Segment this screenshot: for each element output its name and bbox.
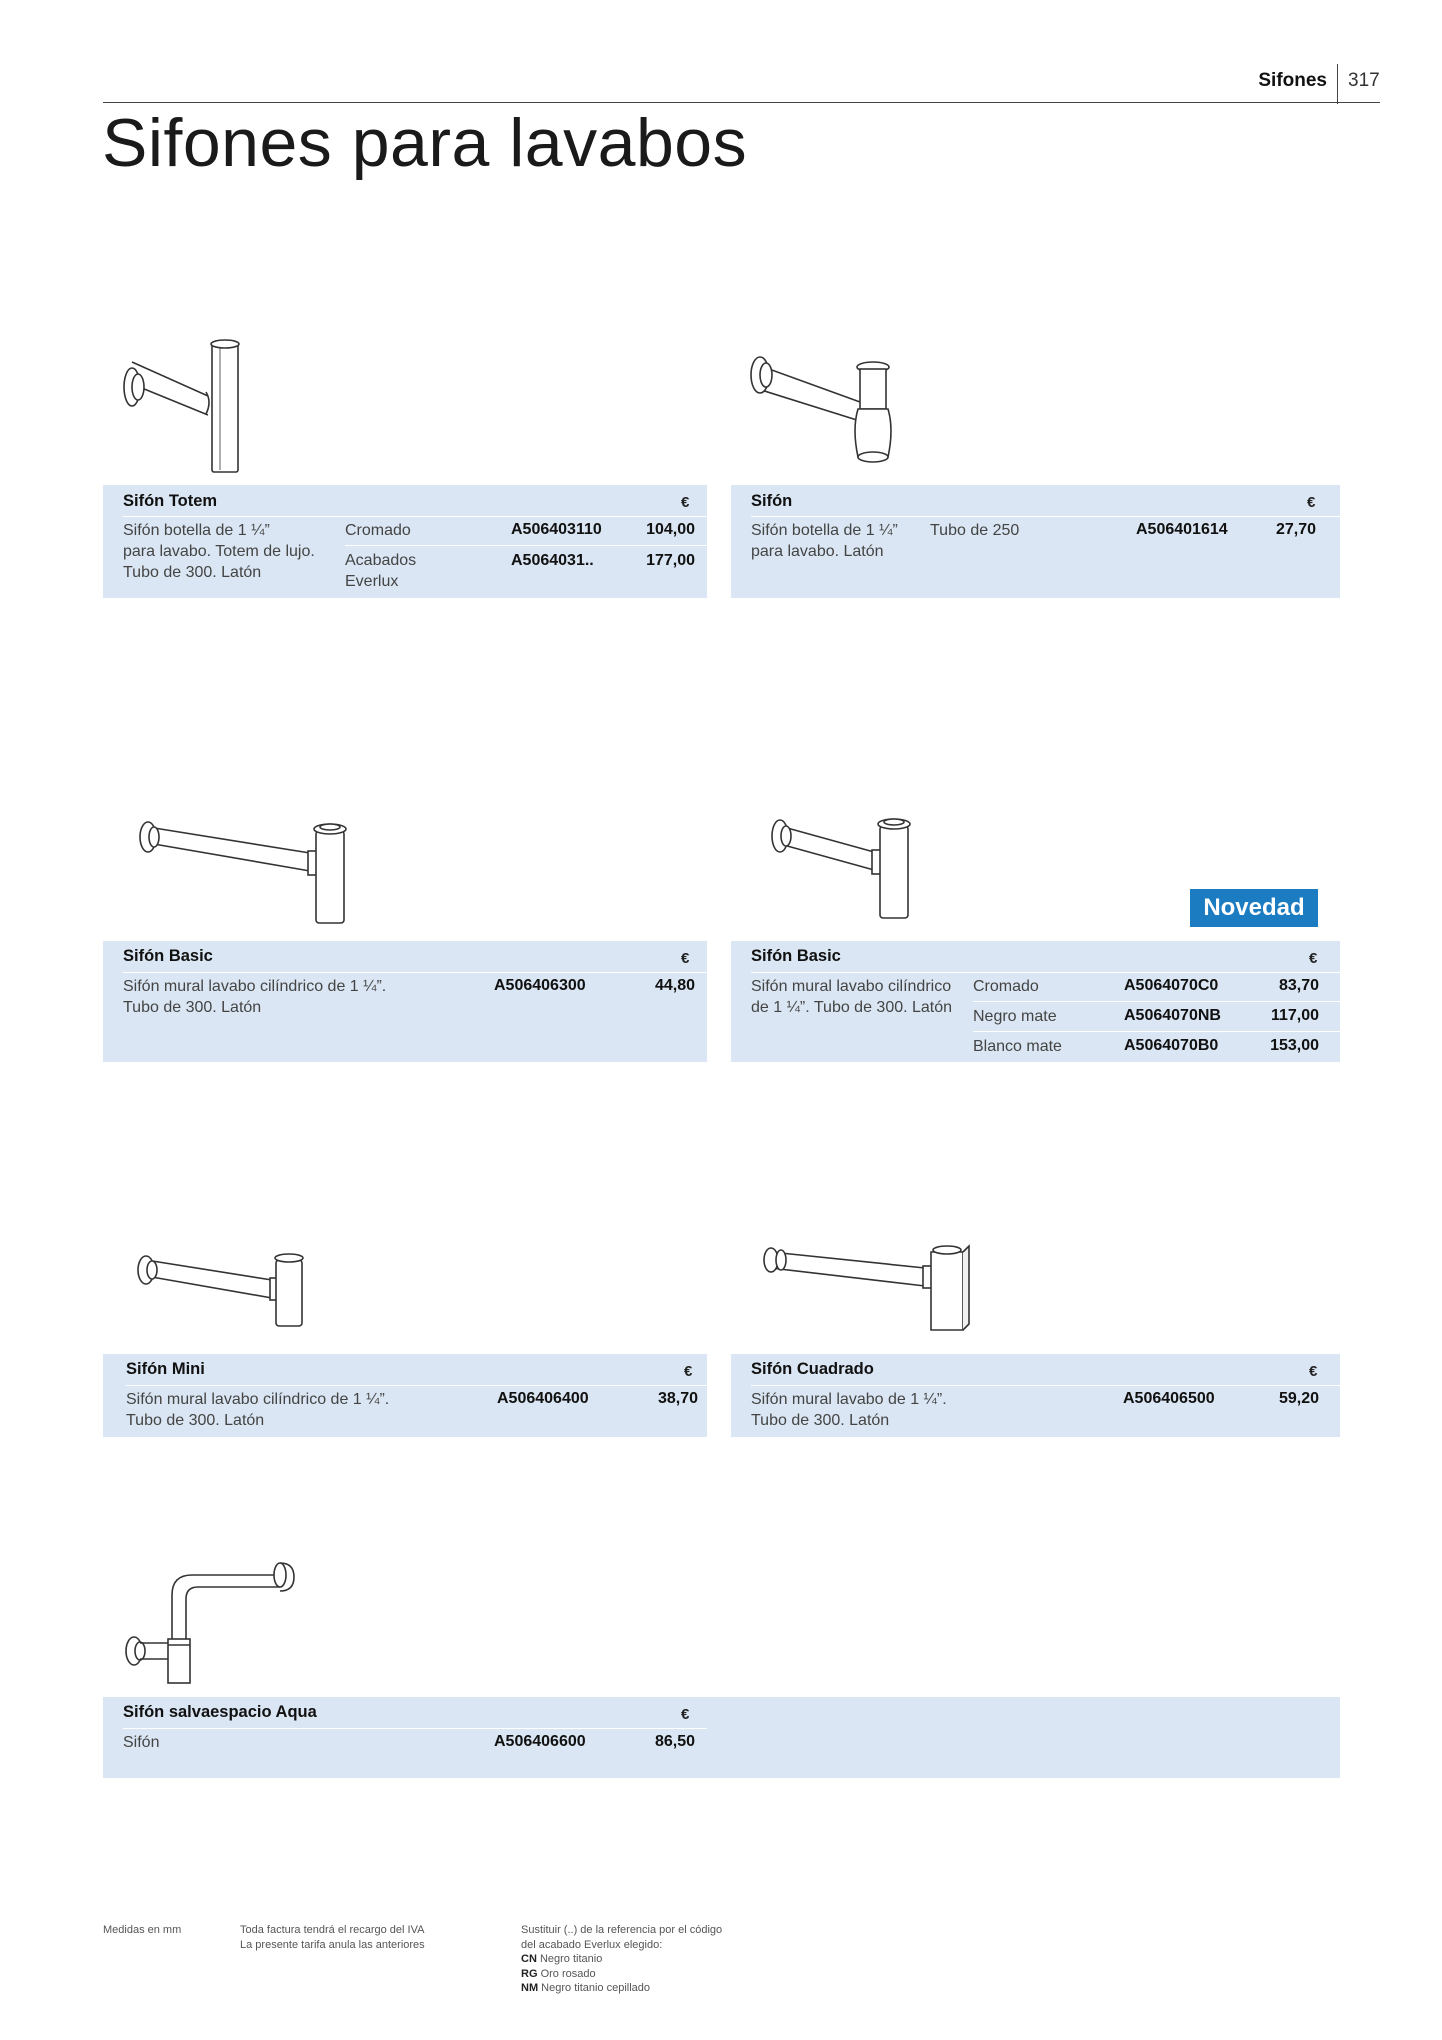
siphon-basic-new-illustration: [762, 812, 922, 922]
product-price: 44,80: [654, 977, 695, 994]
product-card-bottle: [731, 485, 1340, 598]
header-separator: [1337, 64, 1338, 104]
siphon-bottle-illustration: [748, 345, 908, 475]
divider: [973, 1031, 1340, 1032]
finish-label: Negro mate: [973, 1008, 1057, 1025]
product-card-mini: [103, 1354, 707, 1437]
product-card-square: [731, 1354, 1340, 1437]
product-code: A506406600: [494, 1733, 586, 1750]
product-title: Sifón salvaespacio Aqua: [123, 1703, 317, 1721]
product-card-basic-new: [731, 941, 1340, 1062]
divider: [123, 516, 707, 517]
divider: [123, 972, 707, 973]
footer-measures: Medidas en mm: [103, 1924, 182, 1936]
finish-label: Cromado: [973, 978, 1039, 995]
product-code: A506406300: [494, 977, 586, 994]
product-title: Sifón Cuadrado: [751, 1360, 874, 1378]
currency-label: €: [1309, 950, 1318, 967]
product-code: A5064031..: [511, 552, 594, 569]
divider: [126, 1385, 707, 1386]
siphon-aqua-illustration: [120, 1555, 310, 1685]
product-description: Sifón: [123, 1734, 160, 1751]
section-label: Sifones: [1258, 70, 1327, 91]
divider: [123, 1728, 707, 1729]
product-card-aqua: [103, 1697, 1340, 1778]
currency-label: €: [681, 950, 690, 967]
product-description: Sifón botella de 1 ¼” para lavabo. Totem de lujo. Tubo de 300. Latón: [123, 522, 315, 581]
product-card-totem: [103, 485, 707, 598]
new-badge: Novedad: [1190, 889, 1318, 927]
product-title: Sifón Mini: [126, 1360, 205, 1378]
product-code: A506406500: [1123, 1390, 1215, 1407]
header-rule: [103, 102, 1380, 103]
product-price: 38,70: [657, 1390, 698, 1407]
product-title: Sifón Basic: [123, 947, 213, 965]
siphon-basic-illustration: [130, 815, 360, 925]
siphon-square-illustration: [755, 1240, 975, 1340]
finish-label: Cromado: [345, 522, 411, 539]
product-description: Sifón botella de 1 ¼” para lavabo. Latón: [751, 522, 898, 560]
footer-tax-note: Toda factura tendrá el recargo del IVA La presente tarifa anula las anteriores: [240, 1924, 425, 1951]
product-price: 104,00: [646, 521, 695, 538]
product-card-basic: [103, 941, 707, 1062]
finish-label: Acabados Everlux: [345, 552, 417, 590]
product-title: Sifón: [751, 492, 793, 510]
finish-code-item: CN Negro titanio: [521, 1953, 603, 1965]
siphon-totem-illustration: [120, 340, 260, 480]
product-price: 117,00: [1270, 1007, 1319, 1024]
product-price: 59,20: [1278, 1390, 1319, 1407]
currency-label: €: [1307, 494, 1316, 511]
product-code: A506406400: [497, 1390, 589, 1407]
finish-label: Tubo de 250: [930, 522, 1020, 539]
finish-label: Blanco mate: [973, 1038, 1062, 1055]
product-title: Sifón Totem: [123, 492, 218, 510]
product-price: 153,00: [1270, 1037, 1319, 1054]
divider: [751, 1385, 1340, 1386]
product-description: Sifón mural lavabo cilíndrico de 1 ¼”. Tubo de 300. Latón: [751, 978, 953, 1016]
product-title: Sifón Basic: [751, 947, 841, 965]
product-description: Sifón mural lavabo de 1 ¼”. Tubo de 300. Latón: [751, 1391, 947, 1429]
page-title: Sifones para lavabos: [102, 105, 748, 181]
product-price: 27,70: [1275, 521, 1316, 538]
page-number: 317: [1348, 70, 1380, 91]
product-price: 177,00: [646, 552, 695, 569]
divider: [345, 545, 707, 546]
finish-code-item: RG Oro rosado: [521, 1967, 596, 1980]
divider: [973, 1001, 1340, 1002]
product-description: Sifón mural lavabo cilíndrico de 1 ¼”. Tubo de 300. Latón: [123, 978, 387, 1016]
divider: [751, 972, 1340, 973]
product-code: A5064070NB: [1124, 1007, 1221, 1024]
finish-code-item: NM Negro titanio cepillado: [521, 1982, 651, 1994]
product-price: 86,50: [654, 1733, 695, 1750]
footer-everlux-note: Sustituir (..) de la referencia por el código del acabado Everlux elegido: CN Negro titanio RG Oro rosado NM Negro titanio cepillado: [521, 1924, 723, 1994]
currency-label: €: [681, 494, 690, 511]
product-code: A506403110: [511, 521, 602, 538]
product-price: 83,70: [1278, 977, 1319, 994]
currency-label: €: [1309, 1363, 1318, 1380]
product-code: A5064070C0: [1124, 977, 1219, 994]
product-code: A5064070B0: [1124, 1037, 1219, 1054]
product-description: Sifón mural lavabo cilíndrico de 1 ¼”. Tubo de 300. Latón: [126, 1391, 390, 1429]
currency-label: €: [681, 1706, 690, 1723]
currency-label: €: [684, 1363, 693, 1380]
product-code: A506401614: [1136, 521, 1228, 538]
divider: [751, 516, 1340, 517]
siphon-mini-illustration: [130, 1250, 330, 1330]
